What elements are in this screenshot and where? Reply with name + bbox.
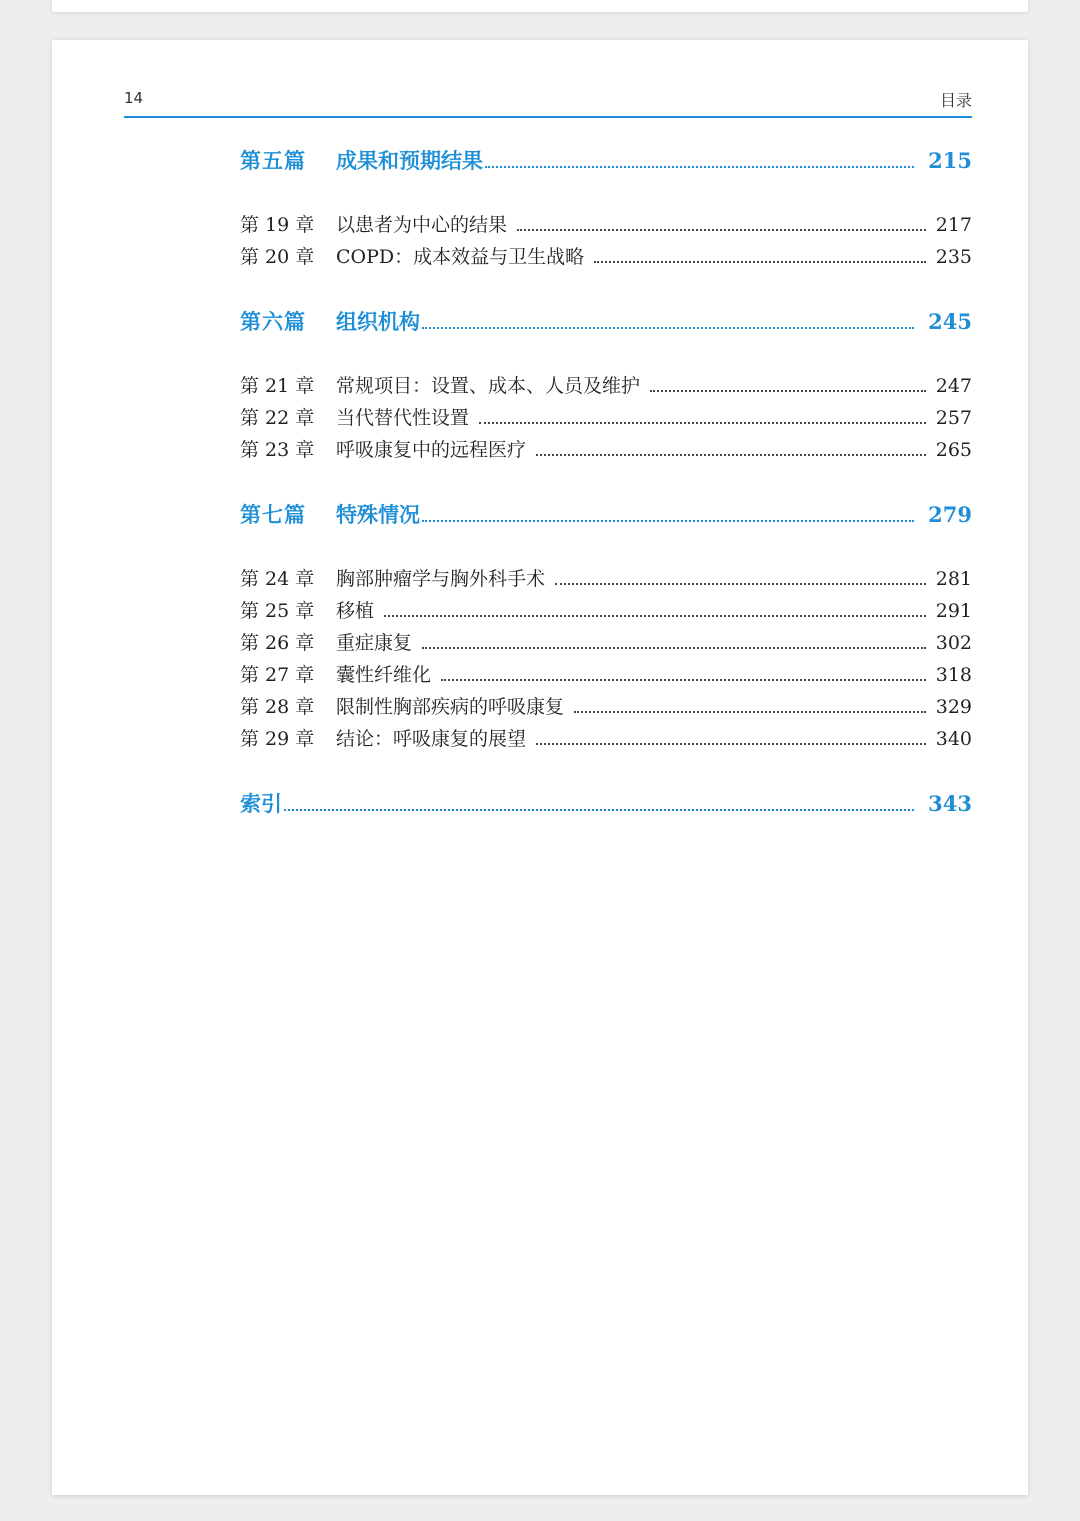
dot-leader [422, 327, 914, 329]
document-page [52, 40, 1028, 1495]
toc-chapter-row[interactable] [240, 371, 972, 398]
toc-chapter-row[interactable] [240, 628, 972, 655]
chapter-title: 常规项目：设置、成本、人员及维护 [336, 375, 641, 397]
chapter-title: 囊性纤维化 [336, 664, 432, 686]
chapter-page-number: 217 [935, 214, 972, 236]
chapter-title: 胸部肿瘤学与胸外科手术 [336, 568, 546, 590]
dot-leader [517, 229, 926, 231]
dot-leader [650, 390, 926, 392]
chapter-page-number: 318 [935, 664, 972, 686]
toc-chapter-row[interactable] [240, 435, 972, 462]
chapter-label: 第 29 章 [240, 728, 315, 750]
dot-leader [536, 454, 926, 456]
chapter-page-number: 235 [935, 246, 972, 268]
dot-leader [422, 647, 926, 649]
dot-leader [536, 743, 926, 745]
part-page-number: 245 [928, 309, 972, 334]
dot-leader [594, 261, 926, 263]
toc-chapter-row[interactable] [240, 564, 972, 591]
chapter-page-number: 247 [935, 375, 972, 397]
part-label: 第七篇 [240, 502, 306, 527]
chapter-page-number: 291 [935, 600, 972, 622]
index-title: 索引 [240, 791, 282, 816]
toc-index-row[interactable] [240, 788, 972, 818]
chapter-title: 以患者为中心的结果 [336, 214, 508, 236]
index-page-number: 343 [928, 791, 972, 816]
part-title: 特殊情况 [336, 502, 420, 527]
toc-chapter-row[interactable] [240, 660, 972, 687]
part-title: 组织机构 [336, 309, 420, 334]
chapter-label: 第 19 章 [240, 214, 315, 236]
chapter-label: 第 25 章 [240, 600, 315, 622]
dot-leader [555, 583, 926, 585]
chapter-label: 第 22 章 [240, 407, 315, 429]
chapter-label: 第 20 章 [240, 246, 315, 268]
chapter-page-number: 265 [935, 439, 972, 461]
toc-chapter-row[interactable] [240, 692, 972, 719]
toc-chapter-row[interactable] [240, 403, 972, 430]
chapter-page-number: 329 [935, 696, 972, 718]
chapter-title: 限制性胸部疾病的呼吸康复 [336, 696, 565, 718]
dot-leader [485, 166, 914, 168]
chapter-title: 结论：呼吸康复的展望 [336, 728, 527, 750]
chapter-label: 第 27 章 [240, 664, 315, 686]
page-number: 14 [124, 89, 144, 107]
dot-leader [479, 422, 926, 424]
part-page-number: 279 [928, 502, 972, 527]
toc-part-row[interactable] [240, 145, 972, 175]
chapter-title: 移植 [336, 600, 375, 622]
toc-chapter-row[interactable] [240, 242, 972, 269]
dot-leader [284, 809, 914, 811]
chapter-page-number: 281 [935, 568, 972, 590]
dot-leader [422, 520, 914, 522]
chapter-title: 重症康复 [336, 632, 413, 654]
dot-leader [441, 679, 926, 681]
chapter-page-number: 340 [935, 728, 972, 750]
previous-page-edge [52, 0, 1028, 12]
chapter-title: 呼吸康复中的远程医疗 [336, 439, 527, 461]
chapter-label: 第 24 章 [240, 568, 315, 590]
part-title: 成果和预期结果 [336, 148, 483, 173]
toc-chapter-row[interactable] [240, 210, 972, 237]
toc-part-row[interactable] [240, 306, 972, 336]
toc-chapter-row[interactable] [240, 596, 972, 623]
dot-leader [384, 615, 926, 617]
chapter-page-number: 302 [935, 632, 972, 654]
chapter-title: 当代替代性设置 [336, 407, 470, 429]
chapter-label: 第 23 章 [240, 439, 315, 461]
toc-part-row[interactable] [240, 499, 972, 529]
header-rule [124, 116, 972, 118]
running-header-title: 目录 [939, 91, 972, 110]
chapter-page-number: 257 [935, 407, 972, 429]
part-label: 第六篇 [240, 309, 306, 334]
part-page-number: 215 [928, 148, 972, 173]
chapter-label: 第 26 章 [240, 632, 315, 654]
chapter-label: 第 28 章 [240, 696, 315, 718]
chapter-title: COPD：成本效益与卫生战略 [336, 246, 585, 268]
part-label: 第五篇 [240, 148, 306, 173]
dot-leader [574, 711, 926, 713]
toc-chapter-row[interactable] [240, 724, 972, 751]
chapter-label: 第 21 章 [240, 375, 315, 397]
